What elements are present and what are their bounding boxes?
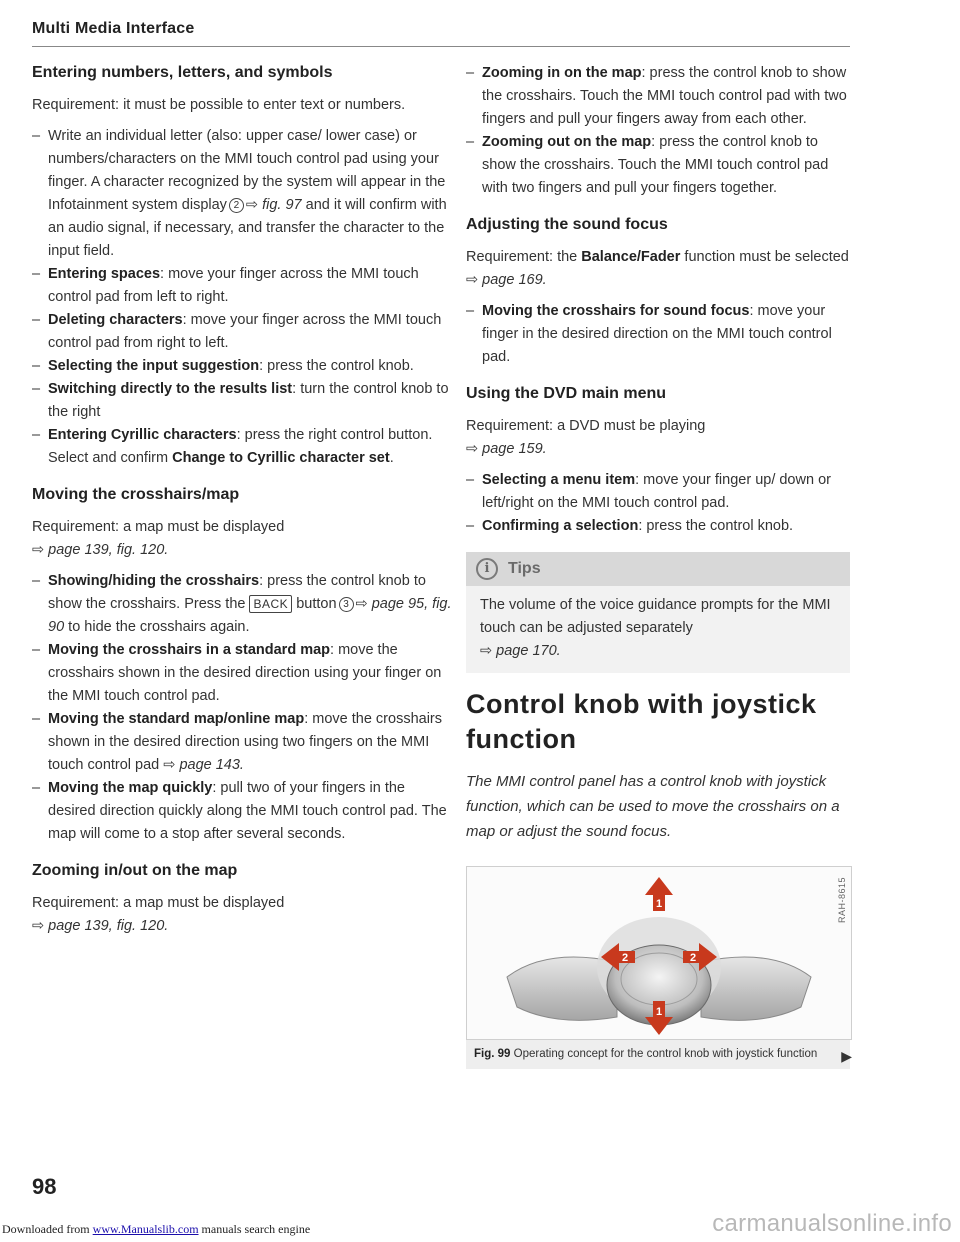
req-text: Requirement: a map must be displayed <box>32 895 285 911</box>
list-item <box>32 309 452 355</box>
item-term: Entering Cyrillic characters <box>48 427 237 443</box>
callout-number: 2 <box>229 198 244 213</box>
section-heading-sound-focus: Adjusting the sound focus <box>466 216 668 233</box>
item-term: Zooming out on the map <box>482 134 652 150</box>
section-heading-zooming: Zooming in/out on the map <box>32 862 238 879</box>
item-term: Moving the map quickly <box>48 780 213 796</box>
watermark: carmanualsonline.info <box>712 1210 952 1237</box>
list-item <box>466 62 850 131</box>
left-column <box>32 62 452 946</box>
figure-reference: ⇨ fig. 97 <box>245 197 302 213</box>
figure-label: Fig. 99 <box>474 1048 511 1060</box>
requirement-text <box>32 892 452 938</box>
zoom-list <box>466 62 850 200</box>
chapter-title: Control knob with joystick function <box>466 689 817 754</box>
item-term: Showing/hiding the crosshairs <box>48 573 260 589</box>
entering-list <box>32 125 452 470</box>
tips-body <box>466 586 850 673</box>
req-text: Requirement: the <box>466 249 582 265</box>
req-term: Balance/Fader <box>581 249 681 265</box>
info-icon: i <box>476 558 498 580</box>
item-text: : press the control knob to show the crosshairs. Touch the MMI touch control pad with two fingers and pull your fingers away from each other. <box>482 65 847 127</box>
tips-header <box>466 552 850 586</box>
item-term: Deleting characters <box>48 312 183 328</box>
item-term: Zooming in on the map <box>482 65 642 81</box>
list-item <box>32 639 452 708</box>
item-term: Moving the crosshairs in a standard map <box>48 642 331 658</box>
manualslib-link[interactable]: www.Manualslib.com <box>92 1222 199 1236</box>
item-text: button <box>292 596 337 612</box>
crosshairs-list <box>32 570 452 846</box>
item-text: Write an individual letter (also: upper case/ lower case) or numbers/characters on the MMI touch control pad using your finger. A character recognized by the system will appear in the Infotainment system display <box>48 128 446 213</box>
callout-number: 3 <box>339 597 354 612</box>
list-item <box>466 515 850 538</box>
item-term: Selecting the input suggestion <box>48 358 260 374</box>
item-text: : move the crosshairs shown in the desired direction using your finger on the MMI touch control pad. <box>48 642 442 704</box>
dvd-menu-list <box>466 469 850 538</box>
page-reference: ⇨ page 159. <box>466 441 547 457</box>
download-footer <box>2 1222 310 1237</box>
list-item <box>32 424 452 470</box>
marker-down-label: 1 <box>655 1006 663 1018</box>
item-term: Moving the crosshairs for sound focus <box>482 303 750 319</box>
requirement-text: Requirement: it must be possible to enter text or numbers. <box>32 97 406 113</box>
item-term: Entering spaces <box>48 266 161 282</box>
list-item <box>32 355 452 378</box>
req-text: Requirement: a map must be displayed <box>32 519 285 535</box>
right-column <box>466 62 850 1069</box>
figure-caption <box>466 1040 850 1069</box>
list-item <box>32 263 452 309</box>
requirement-text <box>466 415 850 461</box>
item-term: Moving the standard map/online map <box>48 711 305 727</box>
item-text: to hide the crosshairs again. <box>64 619 250 635</box>
section-heading-entering: Entering numbers, letters, and symbols <box>32 64 333 81</box>
section-heading-crosshairs: Moving the crosshairs/map <box>32 486 240 503</box>
item-text: : press the control knob to show the crosshairs. Press the <box>48 573 426 612</box>
list-item <box>466 469 850 515</box>
req-text: Requirement: a DVD must be playing <box>466 418 706 434</box>
item-text: : press the right control button. Select and confirm <box>48 427 433 466</box>
item-text: : move your finger across the MMI touch control pad from right to left. <box>48 312 442 351</box>
figure-code: RAH-8615 <box>837 877 847 924</box>
continue-arrow-icon: ▶ <box>841 1048 852 1064</box>
item-text: . <box>389 450 394 466</box>
figure-control-knob <box>466 866 852 1040</box>
list-item <box>32 708 452 777</box>
list-item <box>466 300 850 369</box>
page-reference: ⇨ page 169. <box>466 272 547 288</box>
page-reference: ⇨ page 170. <box>480 643 561 659</box>
item-text: and it will confirm with an audio signal, if necessary, and transfer the character to the input field. <box>48 197 447 259</box>
page-header-title: Multi Media Interface <box>32 20 195 37</box>
item-text: : press the control knob. <box>259 358 414 374</box>
back-key: BACK <box>249 595 292 613</box>
caption-text: Operating concept for the control knob with joystick function <box>510 1048 818 1060</box>
tips-text: The volume of the voice guidance prompts for the MMI touch can be adjusted separately <box>480 597 831 636</box>
list-item <box>32 378 452 424</box>
list-item <box>32 125 452 263</box>
item-term: Confirming a selection <box>482 518 639 534</box>
page-number: 98 <box>32 1174 57 1199</box>
item-text: : move your finger across the MMI touch control pad from left to right. <box>48 266 419 305</box>
header-divider <box>32 46 850 47</box>
sound-focus-list <box>466 300 850 369</box>
item-text: : press the control knob. <box>638 518 794 534</box>
requirement-text <box>466 246 850 292</box>
marker-right-label: 2 <box>689 952 697 964</box>
item-term: Switching directly to the results list <box>48 381 293 397</box>
requirement-text <box>32 516 452 562</box>
tips-title: Tips <box>508 560 541 577</box>
marker-left-label: 2 <box>621 952 629 964</box>
item-text: : turn the control knob to the right <box>48 381 449 420</box>
page-reference: ⇨ page 139, fig. 120. <box>32 542 169 558</box>
list-item <box>466 131 850 200</box>
item-term: Change to Cyrillic character set <box>172 450 390 466</box>
req-text: function must be selected <box>680 249 849 265</box>
control-knob-illustration <box>467 867 851 1039</box>
item-text: : move your finger up/ down or left/right on the MMI touch control pad. <box>482 472 831 511</box>
section-heading-dvd-menu: Using the DVD main menu <box>466 385 667 402</box>
page-reference: ⇨ page 139, fig. 120. <box>32 918 169 934</box>
tips-box <box>466 552 850 673</box>
figure-reference: ⇨ page 95, fig. 90 <box>48 596 452 635</box>
item-text: : move the crosshairs shown in the desired direction using two fingers on the MMI touch control pad <box>48 711 443 773</box>
page-reference: ⇨ page 143. <box>163 757 244 773</box>
chapter-intro: The MMI control panel has a control knob with joystick function, which can be used to move the crosshairs on a map or adjust the sound focus. <box>466 773 840 840</box>
item-text: : pull two of your fingers in the desired direction quickly along the MMI touch control pad. The map will come to a stop after several seconds. <box>48 780 447 842</box>
item-text: : move your finger in the desired direction on the MMI touch control pad. <box>482 303 832 365</box>
footer-prefix: Downloaded from <box>2 1222 93 1236</box>
item-text: : press the control knob to show the crosshairs. Touch the MMI touch control pad with two fingers and pull your fingers together. <box>482 134 829 196</box>
list-item <box>32 777 452 846</box>
item-term: Selecting a menu item <box>482 472 636 488</box>
list-item <box>32 570 452 639</box>
arrow-up-icon <box>645 877 673 911</box>
footer-suffix: manuals search engine <box>198 1222 311 1236</box>
marker-up-label: 1 <box>655 898 663 910</box>
